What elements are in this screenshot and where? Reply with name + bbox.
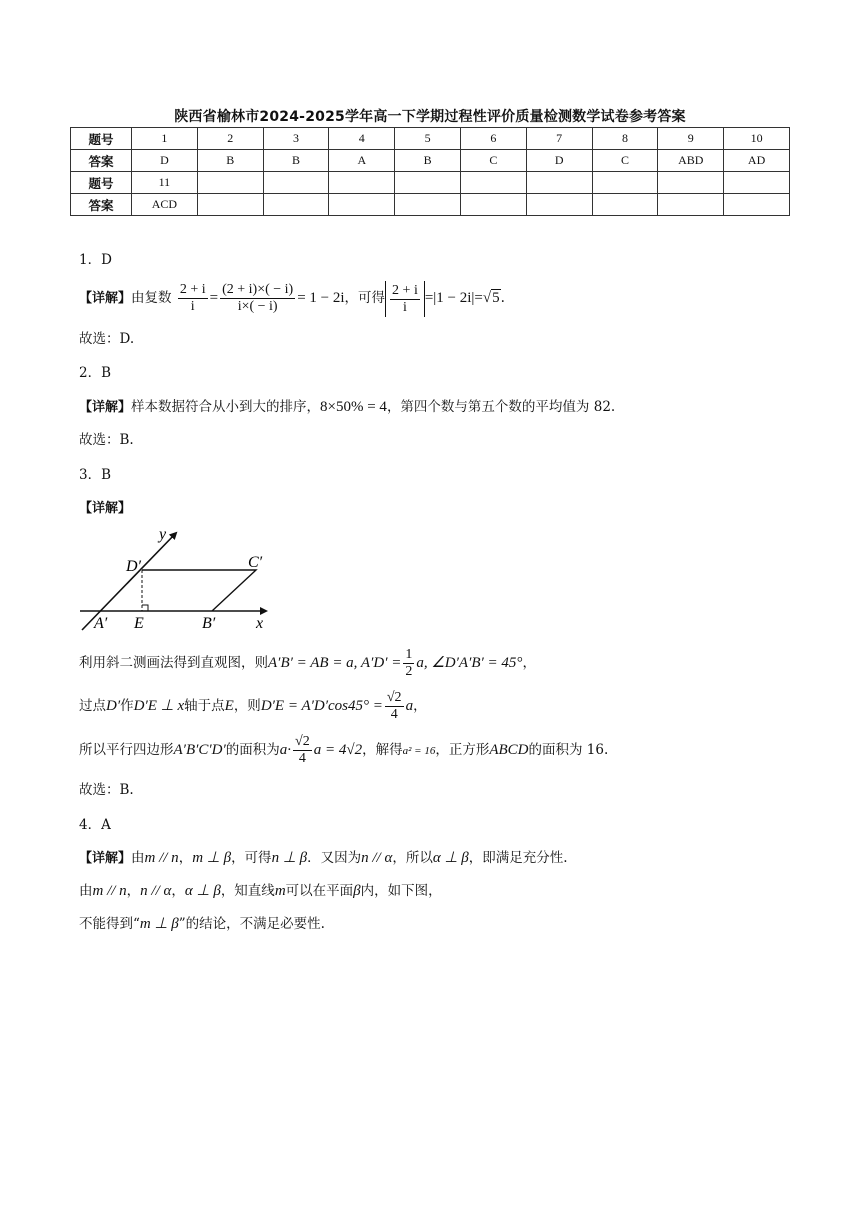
sqrt-sign: √ xyxy=(482,290,492,306)
equation: = 1 − 2i xyxy=(297,290,345,306)
text: ，第四个数与第五个数的平均值为 82. xyxy=(386,399,616,415)
parallelogram xyxy=(142,570,256,611)
text: 样本数据符合从小到大的排序， xyxy=(131,399,321,415)
text: 的面积为 xyxy=(225,742,280,758)
table-cell: C xyxy=(460,150,526,172)
q2-solution xyxy=(79,397,615,418)
table-cell: D xyxy=(526,150,592,172)
equation: α ⊥ β xyxy=(184,883,221,899)
text: 内，如下图， xyxy=(360,883,442,899)
fraction xyxy=(385,690,404,723)
q4-heading: 4．A xyxy=(79,817,111,833)
fraction-denominator: 4 xyxy=(390,707,398,722)
text: 作 xyxy=(120,698,134,714)
table-cell: 6 xyxy=(460,128,526,150)
table-cell: C xyxy=(592,150,658,172)
table-cell xyxy=(724,172,790,194)
right-angle-mark xyxy=(142,605,148,611)
equation: a² = 16 xyxy=(402,745,436,757)
detail-tag: 【详解】 xyxy=(79,851,132,866)
table-cell: 2 xyxy=(197,128,263,150)
table-cell: B xyxy=(197,150,263,172)
equation: E xyxy=(224,698,234,714)
table-row xyxy=(71,128,790,150)
table-header-cell: 题号 xyxy=(71,128,132,150)
table-cell: B xyxy=(263,150,329,172)
fraction xyxy=(178,282,208,315)
label-x: x xyxy=(256,615,264,632)
text: ，解得 xyxy=(362,742,403,758)
sqrt-expression xyxy=(483,289,501,306)
table-cell xyxy=(526,172,592,194)
equation: m ⊥ β xyxy=(139,916,179,932)
table-cell: D xyxy=(132,150,198,172)
equation: a xyxy=(405,698,414,714)
table-header-cell: 答案 xyxy=(71,194,132,216)
table-cell xyxy=(658,172,724,194)
oblique-projection-diagram xyxy=(78,524,278,634)
detail-tag: 【详解】 xyxy=(79,291,132,306)
equation: a· xyxy=(279,742,292,758)
equation: A′B′C′D′ xyxy=(173,742,226,758)
table-cell: 4 xyxy=(329,128,395,150)
fraction xyxy=(293,734,312,767)
table-cell xyxy=(197,172,263,194)
table-cell: 11 xyxy=(132,172,198,194)
table-cell xyxy=(263,194,329,216)
q2-conclusion: 故选：B. xyxy=(79,432,134,448)
table-cell: ACD xyxy=(132,194,198,216)
text: ， xyxy=(178,850,193,866)
table-cell: 9 xyxy=(658,128,724,150)
label-y: y xyxy=(159,526,167,543)
label-e: E xyxy=(134,615,144,632)
q3-line-2 xyxy=(79,688,427,724)
table-cell xyxy=(592,172,658,194)
q3-conclusion: 故选：B. xyxy=(79,782,134,798)
detail-tag: 【详解】 xyxy=(79,400,132,415)
text: 利用斜二测画法得到直观图，则 xyxy=(79,655,268,671)
absolute-value xyxy=(385,281,425,317)
text: 轴于点 xyxy=(184,698,225,714)
table-cell: ABD xyxy=(658,150,724,172)
table-header-cell: 题号 xyxy=(71,172,132,194)
table-cell: 10 xyxy=(724,128,790,150)
fraction-denominator: 2 xyxy=(405,664,413,679)
equation: ABCD xyxy=(489,742,529,758)
equation: a = 4√2 xyxy=(313,742,363,758)
table-cell: B xyxy=(395,150,461,172)
equation: n ⊥ β xyxy=(271,850,308,866)
q4-line-2 xyxy=(79,881,442,901)
fraction-numerator: (2 + i)×( − i) xyxy=(222,282,294,297)
fraction-denominator: i×( − i) xyxy=(237,299,278,314)
table-cell xyxy=(197,194,263,216)
table-cell: 7 xyxy=(526,128,592,150)
table-cell xyxy=(329,194,395,216)
table-cell: 1 xyxy=(132,128,198,150)
text: ，可得 xyxy=(344,290,386,306)
table-cell xyxy=(329,172,395,194)
answer-table xyxy=(70,127,790,216)
text: ．又因为 xyxy=(307,850,362,866)
equation: D′E ⊥ x xyxy=(133,698,185,714)
text: 所以平行四边形 xyxy=(79,742,174,758)
text: ， xyxy=(413,698,427,714)
equation: 8×50% = 4 xyxy=(320,399,387,415)
fraction xyxy=(403,647,414,680)
label-b: B′ xyxy=(202,615,216,632)
label-d: D′ xyxy=(126,558,142,575)
text: ，则 xyxy=(233,698,261,714)
equation: D′E = A′D′cos45° = xyxy=(260,698,383,714)
text: 由 xyxy=(79,883,93,899)
q1-conclusion: 故选：D. xyxy=(79,331,135,347)
equation: n // α xyxy=(140,883,172,899)
q3-line-1 xyxy=(79,645,536,681)
table-row xyxy=(71,172,790,194)
table-cell xyxy=(658,194,724,216)
text: ，正方形 xyxy=(435,742,490,758)
q1-solution xyxy=(79,280,505,317)
table-cell: 3 xyxy=(263,128,329,150)
q3-line-3 xyxy=(79,732,608,769)
table-cell: 5 xyxy=(395,128,461,150)
table-cell xyxy=(460,194,526,216)
fraction xyxy=(220,282,295,315)
detail-tag: 【详解】 xyxy=(79,501,132,516)
text: ，知直线 xyxy=(220,883,275,899)
table-row xyxy=(71,150,790,172)
q2-heading: 2．B xyxy=(79,365,112,381)
equation: D′ xyxy=(106,698,121,714)
fraction-numerator: 1 xyxy=(405,647,413,662)
text: 不能得到“ xyxy=(79,916,140,932)
q3-heading: 3．B xyxy=(79,467,112,483)
sqrt-radicand: 5 xyxy=(492,290,500,306)
equation: α ⊥ β xyxy=(432,850,469,866)
table-cell xyxy=(460,172,526,194)
text: 过点 xyxy=(79,698,106,714)
text: ”的结论，不满足必要性. xyxy=(178,916,325,932)
fraction xyxy=(390,283,420,316)
text: ，即满足充分性. xyxy=(468,850,568,866)
text: ，可得 xyxy=(231,850,272,866)
text: 可以在平面 xyxy=(285,883,354,899)
text: ，所以 xyxy=(392,850,433,866)
equation: m // n xyxy=(144,850,179,866)
table-cell: AD xyxy=(724,150,790,172)
table-cell xyxy=(263,172,329,194)
equation: a, ∠D′A′B′ = 45° xyxy=(416,655,523,671)
equation: m ⊥ β xyxy=(192,850,232,866)
fraction-numerator: 2 + i xyxy=(392,282,418,298)
equation: =|1 − 2i|= xyxy=(424,290,483,306)
table-cell xyxy=(395,194,461,216)
text: ， xyxy=(522,655,536,671)
equation: m xyxy=(274,883,286,899)
text: . xyxy=(500,290,505,306)
text: ， xyxy=(171,883,185,899)
q4-line-3 xyxy=(79,914,325,934)
fraction-numerator: √2 xyxy=(386,690,402,705)
fraction-denominator: 4 xyxy=(298,751,306,766)
table-cell: 8 xyxy=(592,128,658,150)
text: ， xyxy=(126,883,141,899)
fraction-numerator: 2 + i xyxy=(179,282,206,297)
page-title: 陕西省榆林市2024-2025学年高一下学期过程性评价质量检测数学试卷参考答案 xyxy=(174,109,686,125)
equation: = xyxy=(209,290,219,306)
table-cell xyxy=(395,172,461,194)
equation: β xyxy=(353,883,361,899)
q3-detail-tag xyxy=(79,498,131,519)
label-a: A′ xyxy=(94,615,108,632)
fraction-denominator: i xyxy=(190,299,195,314)
equation: m // n xyxy=(92,883,127,899)
q4-line-1 xyxy=(79,848,568,869)
q1-heading: 1．D xyxy=(79,252,112,268)
table-cell xyxy=(592,194,658,216)
table-cell: A xyxy=(329,150,395,172)
text: 由复数 xyxy=(131,290,172,306)
equation: n // α xyxy=(361,850,393,866)
text: 的面积为 16. xyxy=(528,742,609,758)
equation: A′B′ = AB = a, A′D′ = xyxy=(268,655,402,671)
fraction-numerator: √2 xyxy=(295,734,310,749)
table-cell xyxy=(724,194,790,216)
fraction-denominator: i xyxy=(403,299,407,315)
table-cell xyxy=(526,194,592,216)
table-header-cell: 答案 xyxy=(71,150,132,172)
table-row xyxy=(71,194,790,216)
text: 由 xyxy=(131,850,145,866)
label-c: C′ xyxy=(248,554,263,571)
